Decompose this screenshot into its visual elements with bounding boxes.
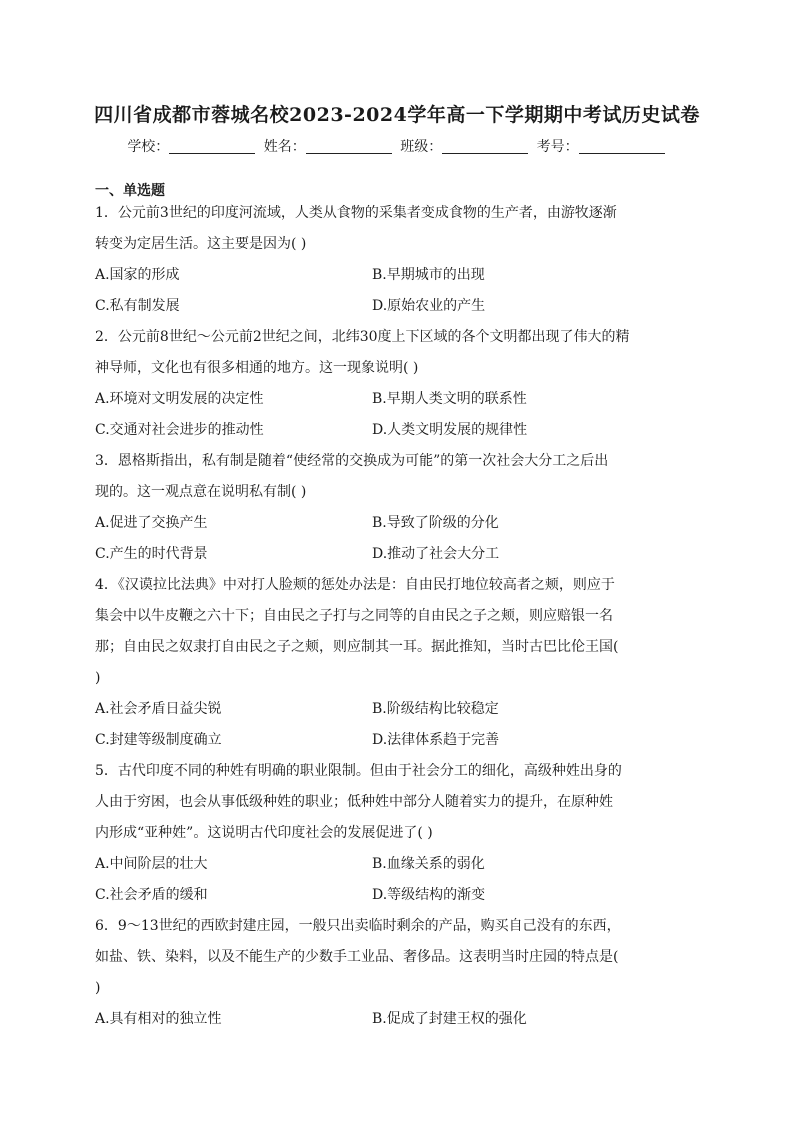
option-c: C.封建等级制度确立: [95, 732, 222, 748]
option-grid: [95, 508, 699, 570]
question-stem: 6．9～13世纪的西欧封建庄园，一般只出卖临时剩余的产品，购买自己没有的东西， 如盐、铁、染料，以及不能生产的少数手工业品、奢侈品。这表明当时庄园的特点是( ): [95, 918, 621, 996]
option-d: D.法律体系趋于完善: [372, 732, 500, 748]
exam-title: 四川省成都市蓉城名校2023-2024学年高一下学期期中考试历史试卷: [94, 104, 700, 126]
question-stem: 4．《汉谟拉比法典》中对打人脸颊的惩处办法是：自由民打地位较高者之颊，则应于 集会中以牛皮鞭之六十下；自由民之子打与之同等的自由民之子之颊，则应赔银一名 那；自由民之奴隶打自由民之子之颊，则应制其一耳。据此推知，当时古巴比伦王国( ): [95, 577, 619, 686]
question-stem: 1．公元前3世纪的印度河流域，人类从食物的采集者变成食物的生产者，由游牧逐渐 转变为定居生活。这主要是因为( ): [95, 205, 617, 252]
option-b: B.阶级结构比较稳定: [372, 701, 499, 717]
name-blank: [306, 153, 392, 154]
section-heading: 一、单选题: [95, 183, 165, 199]
name-field: 姓名：: [264, 136, 394, 156]
option-a: A.环境对文明发展的决定性: [95, 391, 264, 407]
question-1: [95, 198, 699, 322]
student-info-line: [0, 136, 794, 156]
question-stem: 3．恩格斯指出，私有制是随着“使经常的交换成为可能”的第一次社会大分工之后出 现的。这一观点意在说明私有制( ): [95, 453, 609, 500]
option-grid: [95, 260, 699, 322]
option-grid: [95, 1004, 699, 1035]
option-c: C.产生的时代背景: [95, 546, 208, 562]
exam-number-blank: [579, 153, 665, 154]
option-grid: [95, 694, 699, 756]
option-a: A.具有相对的独立性: [95, 1011, 222, 1027]
option-b: B.早期城市的出现: [372, 267, 485, 283]
school-field: 学校：: [127, 136, 257, 156]
exam-number-field: 考号：: [537, 136, 667, 156]
option-b: B.血缘关系的弱化: [372, 856, 485, 872]
question-4: [95, 570, 699, 756]
option-d: D.人类文明发展的规律性: [372, 422, 528, 438]
option-d: D.原始农业的产生: [372, 298, 486, 314]
class-field: 班级：: [400, 136, 530, 156]
question-5: [95, 756, 699, 911]
option-c: C.私有制发展: [95, 298, 180, 314]
question-stem: 5．古代印度不同的种姓有明确的职业限制。但由于社会分工的细化，高级种姓出身的 人由于穷困，也会从事低级种姓的职业；低种姓中部分人随着实力的提升，在原种姓 内形成“亚种姓”。这说明古代印度社会的发展促进了( ): [95, 763, 622, 841]
option-grid: [95, 384, 699, 446]
option-d: D.等级结构的渐变: [372, 887, 486, 903]
option-a: A.促进了交换产生: [95, 515, 208, 531]
option-b: B.早期人类文明的联系性: [372, 391, 527, 407]
option-a: A.国家的形成: [95, 267, 180, 283]
option-b: B.导致了阶级的分化: [372, 515, 499, 531]
option-c: C.交通对社会进步的推动性: [95, 422, 264, 438]
question-2: [95, 322, 699, 446]
class-blank: [442, 153, 528, 154]
question-3: [95, 446, 699, 570]
option-a: A.社会矛盾日益尖锐: [95, 701, 222, 717]
option-c: C.社会矛盾的缓和: [95, 887, 208, 903]
option-b: B.促成了封建王权的强化: [372, 1011, 527, 1027]
option-d: D.推动了社会大分工: [372, 546, 500, 562]
question-stem: 2．公元前8世纪～公元前2世纪之间，北纬30度上下区域的各个文明都出现了伟大的精 神导师，文化也有很多相通的地方。这一现象说明( ): [95, 329, 630, 376]
question-6: [95, 911, 699, 1035]
option-a: A.中间阶层的壮大: [95, 856, 208, 872]
option-grid: [95, 849, 699, 911]
school-blank: [169, 153, 255, 154]
